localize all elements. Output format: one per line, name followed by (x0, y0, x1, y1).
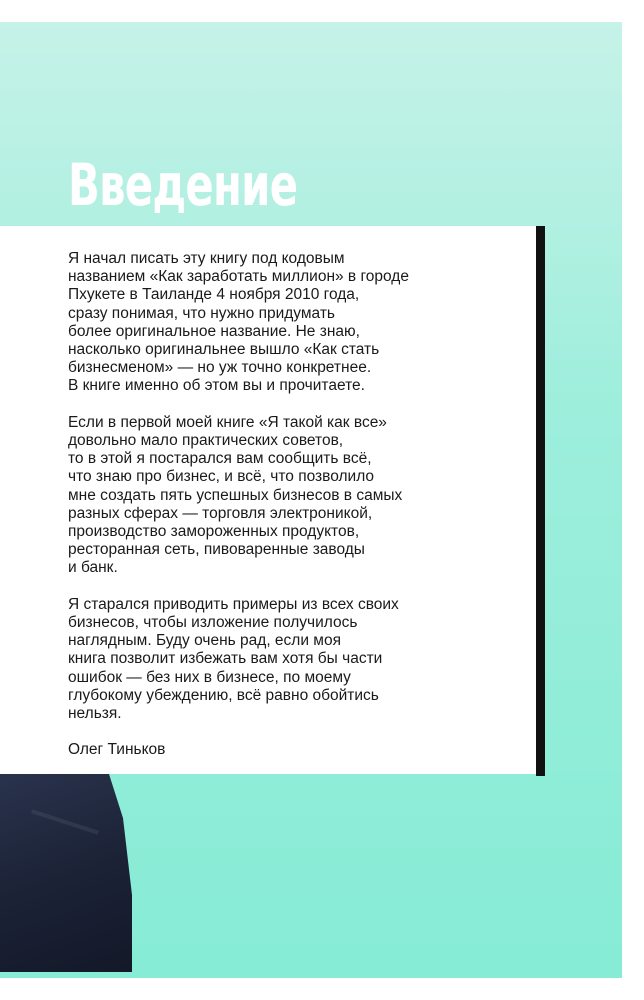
introduction-text-panel (0, 226, 536, 774)
paragraph-1: Я начал писать эту книгу под кодовым названием «Как заработать миллион» в городе Пхукете в Таиланде 4 ноября 2010 года, сразу понимая, что нужно придумать более оригинальное название. Не знаю, насколько оригинальнее вышло «Как стать бизнесменом» — но уж точно конкретнее. В книге именно об этом вы и прочитаете. (68, 250, 409, 395)
chapter-title: Введение (68, 151, 298, 219)
paragraph-2: Если в первой моей книге «Я такой как все» довольно мало практических советов, то в этой я постарался вам сообщить всё, что знаю про бизнес, и всё, что позволило мне создать пять успешных бизнесов в самых разных сферах — торговля электроникой, производство замороженных продуктов, ресторанная сеть, пивоваренные заводы и банк. (68, 413, 403, 577)
panel-edge-shadow (536, 226, 545, 776)
paragraph-3: Я старался приводить примеры из всех своих бизнесов, чтобы изложение получилось наглядным. Буду очень рад, если моя книга позволит избежать вам хотя бы части ошибок — без них в бизнесе, по моему глубокому убеждению, всё равно обойтись нельзя. (68, 595, 399, 723)
author-signature: Олег Тиньков (68, 741, 166, 759)
